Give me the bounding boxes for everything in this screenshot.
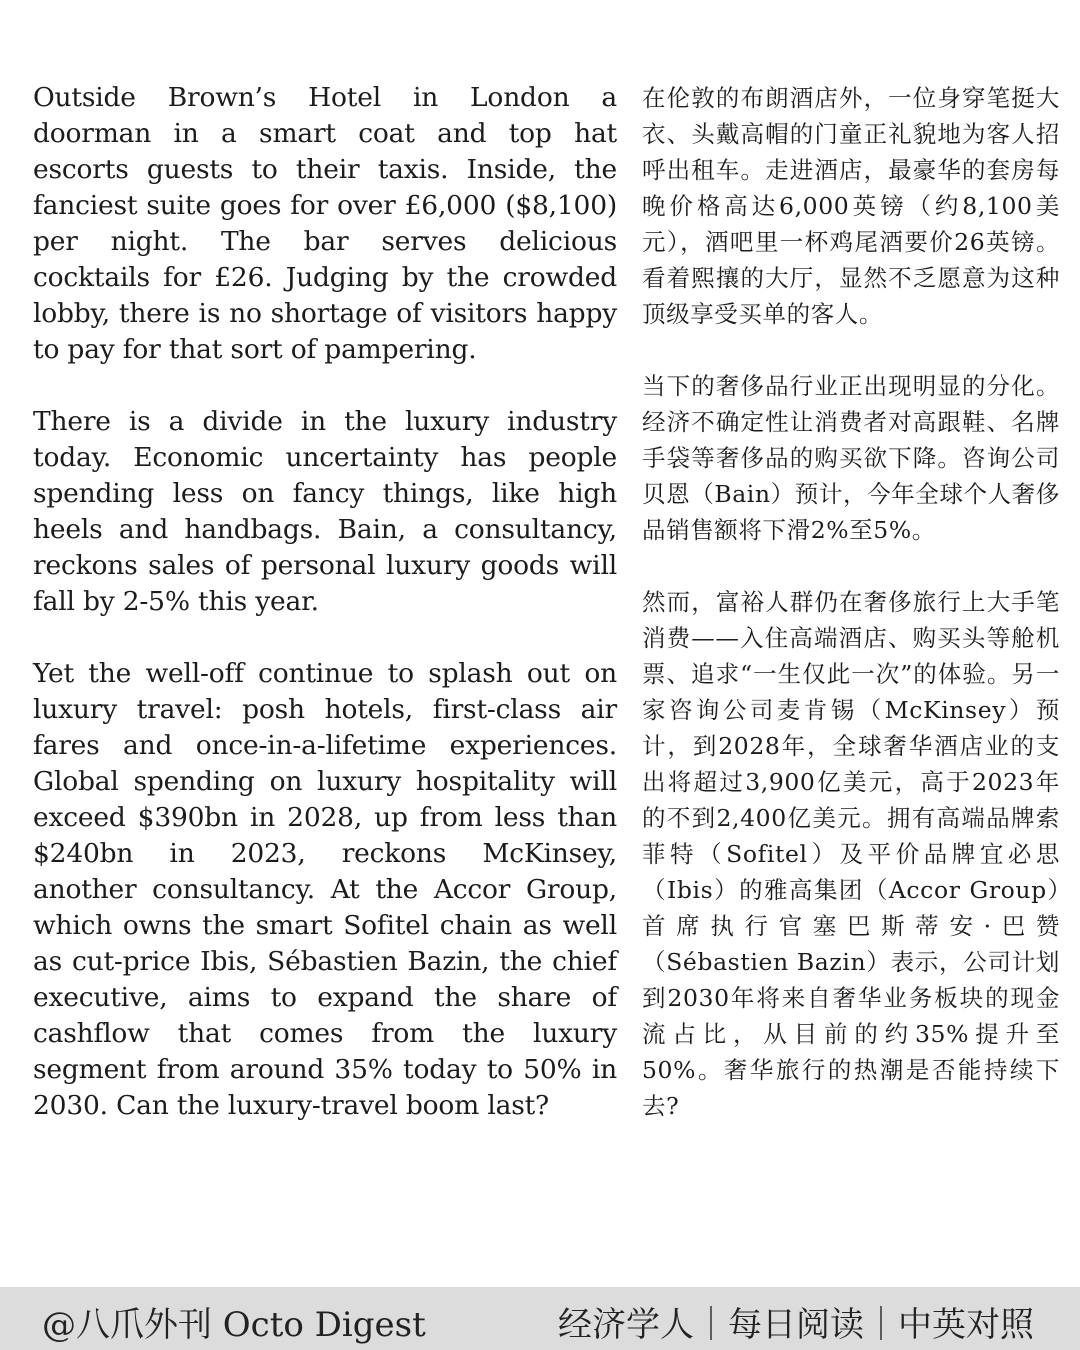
chinese-paragraph-2: 当下的奢侈品行业正出现明显的分化。经济不确定性让消费者对高跟鞋、名牌手袋等奢侈品的购买欲下降。咨询公司贝恩（Bain）预计，今年全球个人奢侈品销售额将下滑2%至5%。 (642, 372, 1060, 544)
chinese-column (642, 80, 1060, 1160)
english-paragraph-3: Yet the well-off continue to splash out on luxury travel: posh hotels, first-class air fares and once-in-a-lifetime experiences. Global spending on luxury hospitality will exceed $390bn in 2028, up from less than $240bn in 2023, reckons McKinsey, another consultancy. At the Accor Group, which owns the smart Sofitel chain as well as cut-price Ibis, Sébastien Bazin, the chief executive, aims to expand the share of cashflow that comes from the luxury segment from around 35% today to 50% in 2030. Can the luxury-travel boom last? (33, 658, 617, 1121)
chinese-paragraph-3: 然而，富裕人群仍在奢侈旅行上大手笔消费——入住高端酒店、购买头等舱机票、追求“一生仅此一次”的体验。另一家咨询公司麦肯锡（McKinsey）预计，到2028年，全球奢华酒店业的支出将超过3,900亿美元，高于2023年的不到2,400亿美元。拥有高端品牌索菲特（Sofitel）及平价品牌宜必思（Ibis）的雅高集团（Accor Group）首席执行官塞巴斯蒂安·巴赞（Sébastien Bazin）表示，公司计划到2030年将来自奢华业务板块的现金流占比，从目前的约35%提升至50%。奢华旅行的热潮是否能持续下去? (642, 588, 1060, 1120)
english-paragraph-2: There is a divide in the luxury industry today. Economic uncertainty has people spending less on fancy things, like high heels and handbags. Bain, a consultancy, reckons sales of personal luxury goods will fall by 2-5% this year. (33, 406, 617, 617)
english-paragraph-1: Outside Brown’s Hotel in London a doorman in a smart coat and top hat escorts guests to their taxis. Inside, the fanciest suite goes for over £6,000 ($8,100) per night. The bar serves delicious cocktails for £26. Judging by the crowded lobby, there is no shortage of visitors happy to pay for that sort of pampering. (33, 82, 617, 365)
chinese-paragraph-1: 在伦敦的布朗酒店外，一位身穿笔挺大衣、头戴高帽的门童正礼貌地为客人招呼出租车。走进酒店，最豪华的套房每晚价格高达6,000英镑（约8,100美元），酒吧里一杯鸡尾酒要价26英镑。看着熙攘的大厅，显然不乏愿意为这种顶级享受买单的客人。 (642, 84, 1060, 328)
footer-handle: @八爪外刊 Octo Digest (42, 1305, 426, 1345)
footer-tagline: 经济学人｜每日阅读｜中英对照 (558, 1305, 1034, 1345)
footer-bar (0, 1287, 1080, 1350)
english-column (33, 80, 617, 1160)
